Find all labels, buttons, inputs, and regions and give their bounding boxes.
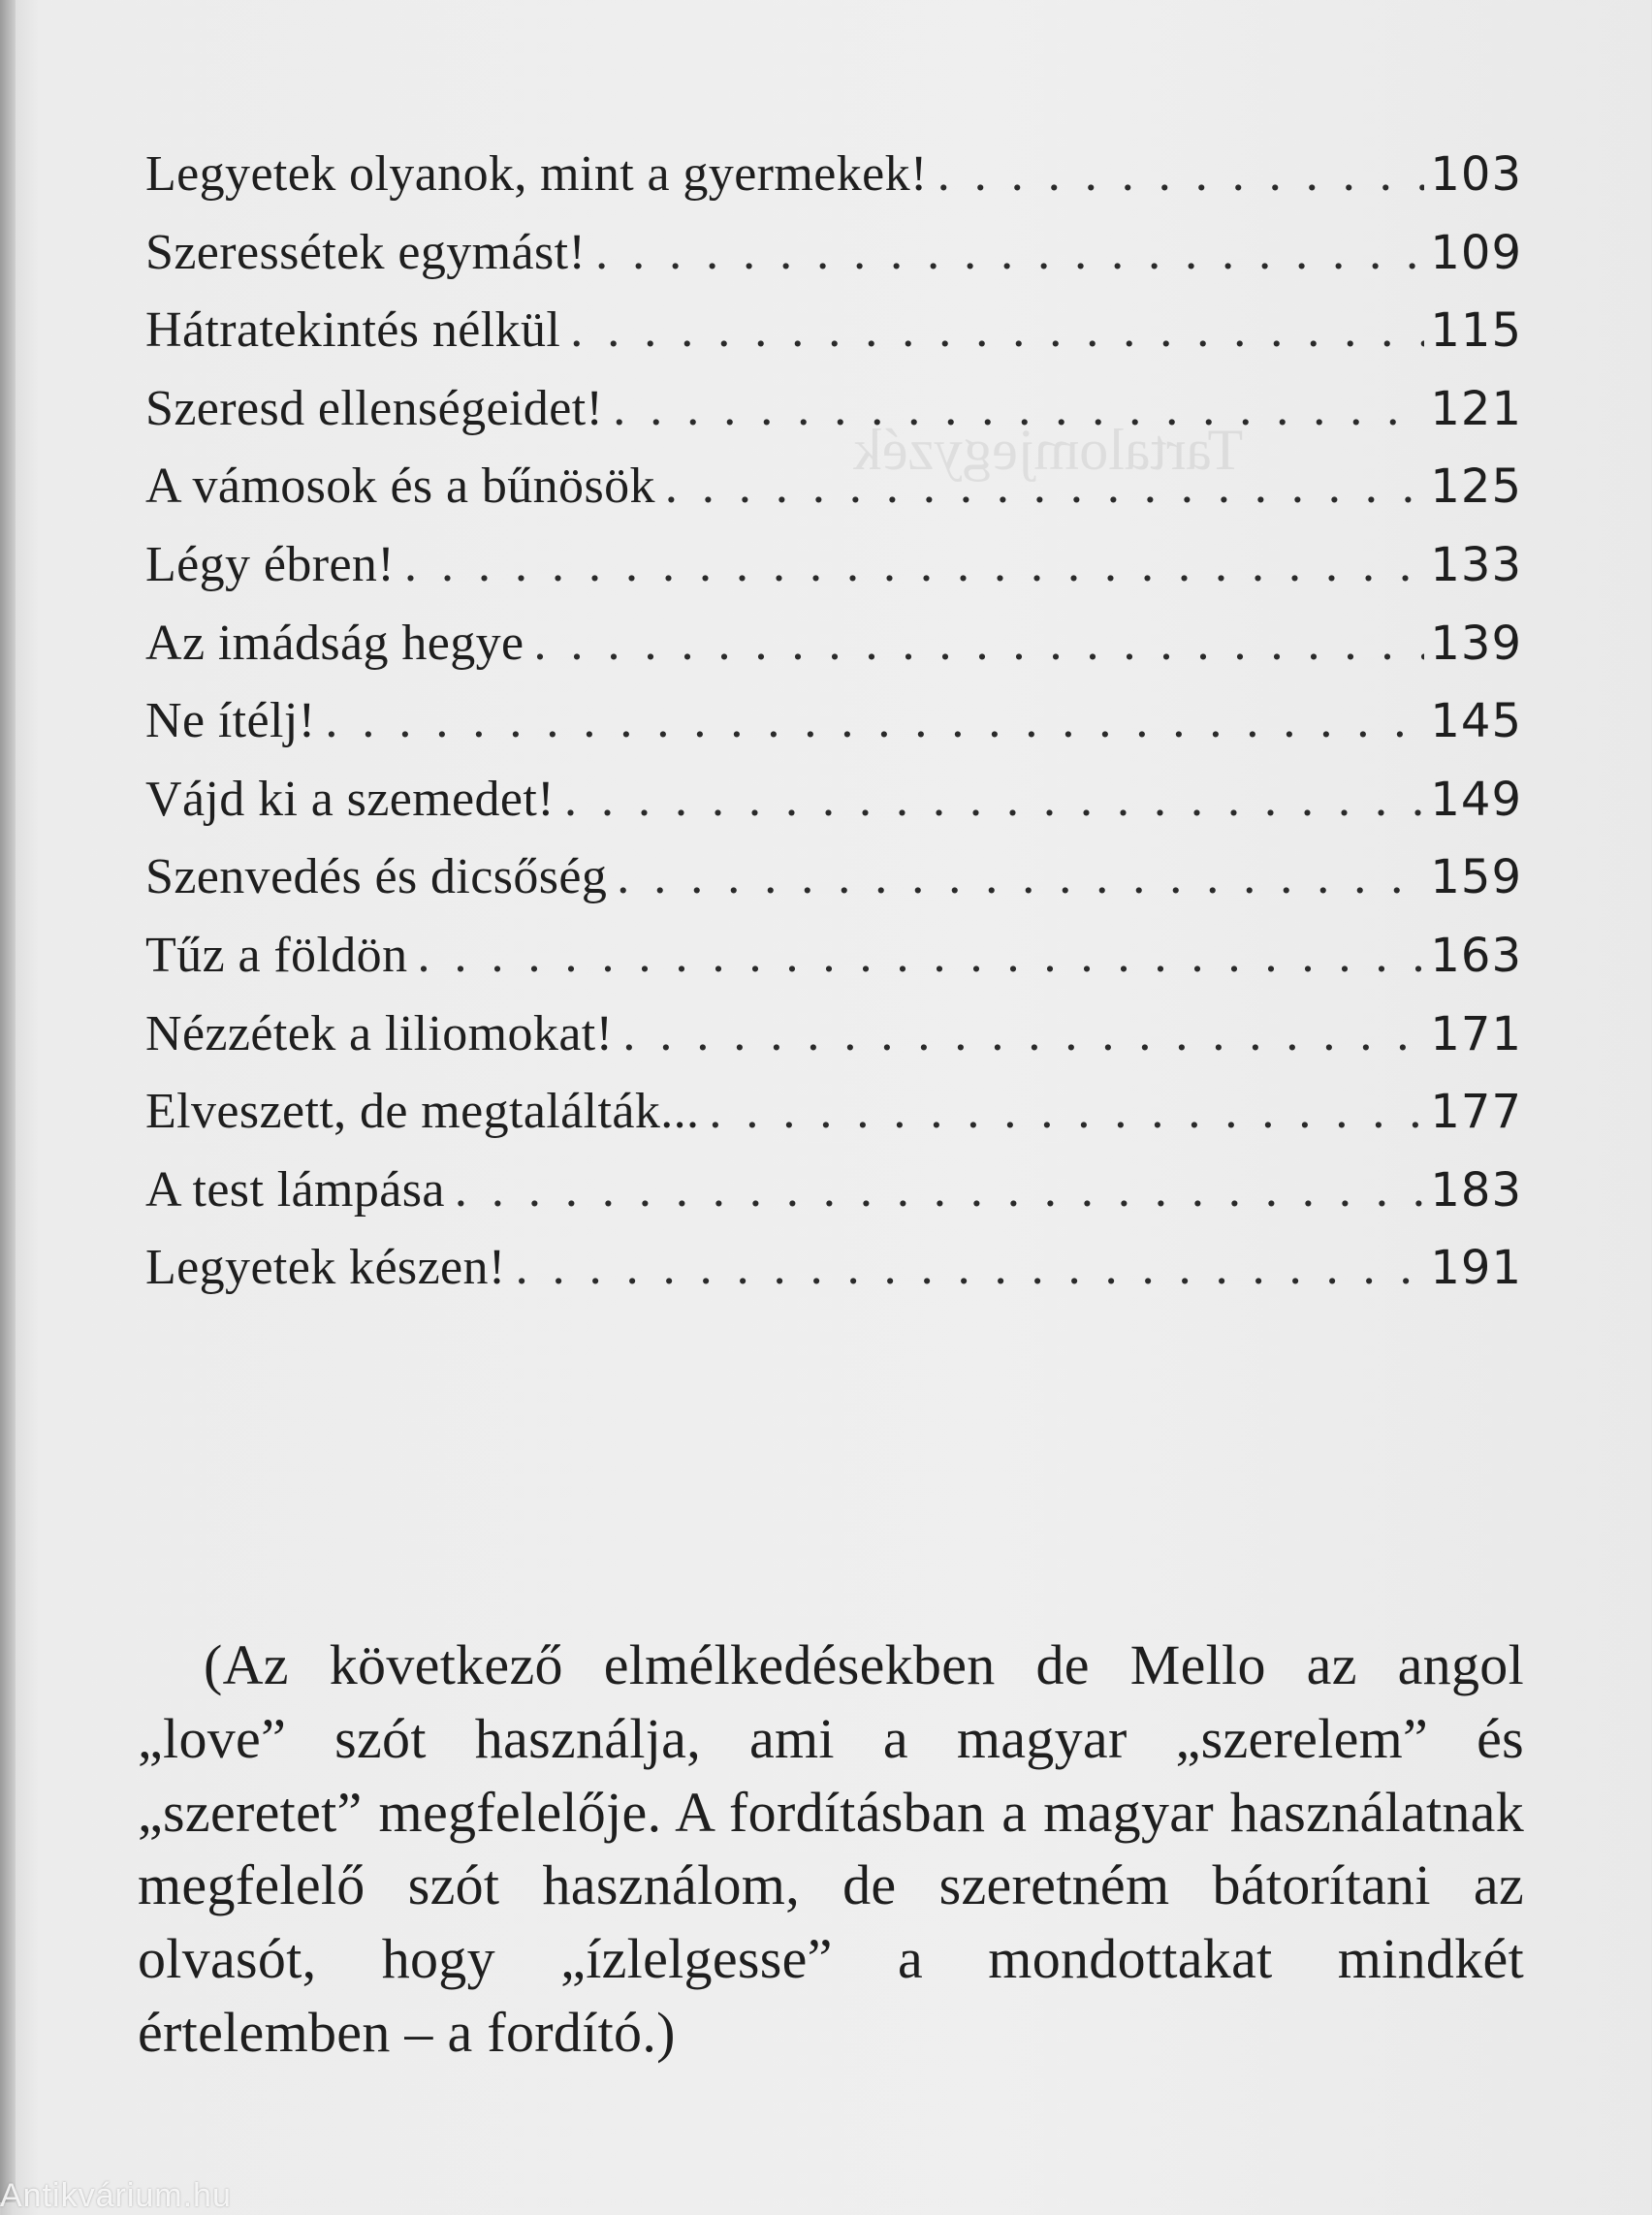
toc-entry-page: 191 — [1430, 1241, 1522, 1296]
toc-entry-title: Vájd ki a szemedet! — [145, 771, 555, 827]
table-of-contents — [145, 145, 1522, 1317]
toc-entry-page: 139 — [1430, 616, 1522, 671]
toc-entry-title: Szeressétek egymást! — [145, 224, 587, 280]
toc-entry-page: 103 — [1430, 147, 1522, 202]
toc-entry — [145, 301, 1522, 380]
watermark: Antikvárium.hu — [0, 2177, 232, 2214]
binding-edge — [0, 0, 16, 2202]
toc-leader-dots — [617, 848, 1424, 905]
toc-entry-page: 133 — [1430, 537, 1522, 592]
toc-entry — [145, 927, 1522, 1005]
toc-leader-dots — [455, 1161, 1425, 1218]
toc-entry-page: 177 — [1430, 1085, 1522, 1140]
translator-note: (Az következő elmélkedésekben de Mello az angol „love” szót használja, ami a magyar „szerelem” és „szeretet” megfelelője. A fordításban a magyar használatnak megfelelő szót használom, de szeretném bátorítani az olvasót, hogy „ízlelgesse” a mondottakat mindkét értelemben – a fordító.) — [138, 1633, 1524, 2064]
toc-entry-page: 121 — [1430, 381, 1522, 436]
toc-entry-title: Szenvedés és dicsőség — [145, 849, 608, 905]
toc-entry-title: Szeresd ellenségeidet! — [145, 380, 604, 436]
toc-entry-title: Nézzétek a liliomokat! — [145, 1005, 614, 1061]
toc-entry-title: A test lámpása — [145, 1161, 445, 1218]
toc-entry-page: 145 — [1430, 694, 1522, 749]
toc-entry-title: Légy ébren! — [145, 536, 396, 592]
toc-leader-dots — [709, 1083, 1424, 1140]
toc-entry — [145, 1239, 1522, 1317]
toc-entry-title: Ne ítélj! — [145, 693, 316, 749]
toc-leader-dots — [595, 224, 1424, 281]
toc-entry-title: Elveszett, de megtalálták... — [145, 1084, 700, 1140]
toc-entry-page: 125 — [1430, 459, 1522, 515]
toc-entry — [145, 380, 1522, 459]
toc-entry-page: 159 — [1430, 850, 1522, 905]
toc-entry-page: 109 — [1430, 225, 1522, 280]
toc-leader-dots — [404, 536, 1424, 593]
toc-entry-page: 163 — [1430, 928, 1522, 983]
toc-entry-page: 149 — [1430, 772, 1522, 827]
toc-entry — [145, 458, 1522, 536]
toc-leader-dots — [665, 458, 1424, 515]
toc-entry-title: A vámosok és a bűnösök — [145, 459, 655, 515]
toc-entry — [145, 848, 1522, 927]
toc-leader-dots — [418, 927, 1425, 984]
toc-leader-dots — [613, 380, 1424, 437]
reverse-page-bleed-through: Tartalomjegyzék — [853, 418, 1244, 482]
toc-leader-dots — [325, 692, 1424, 749]
toc-leader-dots — [622, 1005, 1424, 1062]
toc-leader-dots — [564, 771, 1424, 828]
toc-leader-dots — [533, 615, 1424, 672]
toc-entry — [145, 771, 1522, 849]
toc-entry-title: Legyetek készen! — [145, 1240, 506, 1296]
toc-leader-dots — [937, 145, 1425, 203]
toc-entry — [145, 1083, 1522, 1161]
toc-entry — [145, 615, 1522, 693]
toc-entry-page: 183 — [1430, 1162, 1522, 1218]
toc-entry — [145, 1161, 1522, 1240]
toc-entry — [145, 1005, 1522, 1084]
toc-leader-dots — [516, 1239, 1425, 1296]
toc-entry — [145, 224, 1522, 302]
toc-entry — [145, 692, 1522, 771]
toc-entry-title: Az imádság hegye — [145, 615, 524, 671]
toc-entry — [145, 145, 1522, 224]
toc-entry — [145, 536, 1522, 615]
toc-leader-dots — [570, 301, 1424, 359]
toc-entry-page: 171 — [1430, 1006, 1522, 1061]
toc-entry-title: Tűz a földön — [145, 927, 408, 983]
toc-entry-page: 115 — [1430, 303, 1522, 359]
toc-entry-title: Hátratekintés nélkül — [145, 302, 561, 359]
toc-entry-title: Legyetek olyanok, mint a gyermekek! — [145, 146, 928, 202]
